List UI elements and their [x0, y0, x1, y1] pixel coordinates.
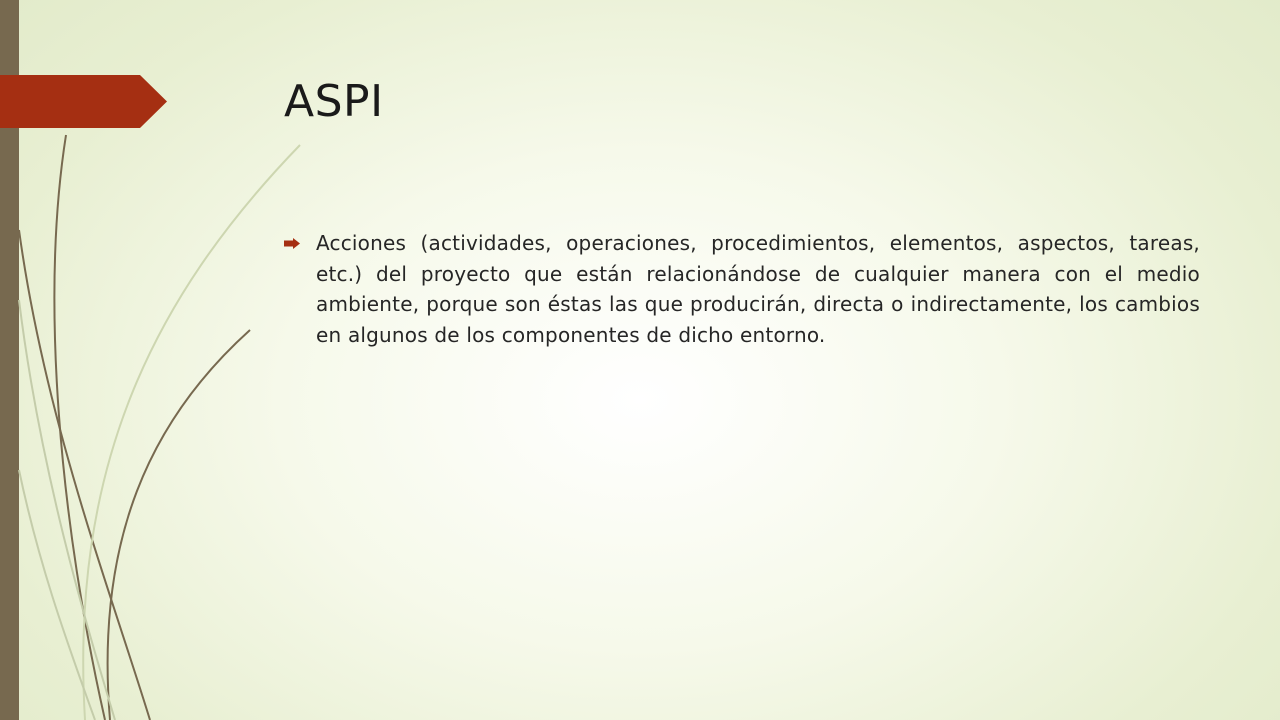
bullet-text: Acciones (actividades, operaciones, procedimientos, elementos, aspectos, tareas, etc.) del proyecto que están relacionándose de cualquier manera con el medio ambiente, porque son éstas las que producirán, directa o indirectamente, los cambios en algunos de los componentes de dicho entorno. [316, 231, 1200, 347]
grass-line [83, 145, 300, 720]
slide-content [284, 228, 1200, 350]
title-accent-arrow [0, 75, 167, 128]
bullet-item [284, 228, 1200, 350]
right-arrow-icon [284, 228, 316, 258]
grass-line [19, 300, 115, 720]
grass-line [54, 135, 105, 720]
slide-title: ASPI [284, 76, 384, 127]
grass-line [19, 230, 150, 720]
grass-line [108, 330, 250, 720]
